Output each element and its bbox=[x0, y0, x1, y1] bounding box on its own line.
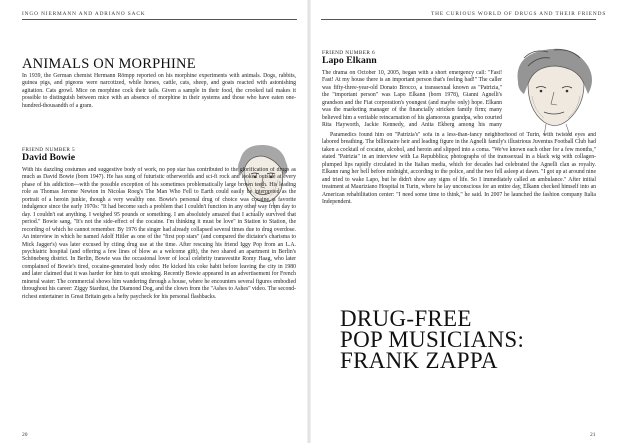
page-number-left: 20 bbox=[22, 432, 28, 438]
page-number-right: 21 bbox=[590, 432, 596, 438]
running-head-left: INGO NIERMANN AND ADRIANO SACK bbox=[22, 11, 146, 17]
section-title-animals: ANIMALS ON MORPHINE bbox=[22, 56, 196, 72]
friend-label-5: FRIEND NUMBER 5 bbox=[22, 147, 76, 153]
elkann-paragraph-1: The drama on October 10, 2005, began with a short emergency call: "Fast! Fast! At my house there is an important person that's feeling bad!" The caller was fifty-three-year-old Donato Brocco, a transsexual known as "Patrizia," the "important person" was Lapo Elkann (born 1978), Gianni Agnelli's grandson and the Fiat corporation's youngest (and maybe only) hope. Elkann was the marketing manager of the financially stricken family firm; many believed him a veritable reincarnation of his glamorous grandpa, who courted Rita Hayworth, Jackie Kennedy, and Anita Ekberg among his many bbox=[322, 70, 502, 129]
elkann-paragraph-2: Paramedics found him on "Patrizia's" sofa in a less-than-fancy neighborhood of Turin, with twisted eyes and labored breathing. The billionaire heir and leading figure in the Agnelli family's illustrious Juventus Football Club had taken a cocktail of cocaine, alcohol, and heroin and slipped into a coma. "We've known each other for a few months," stated "Patrizia" in an interview with La Repubblica; photographs of the transsexual in a black wig with collagen-plumped lips rapidly circulated in the Italian media, which for decades had celebrated the Agnelli clan as royalty. Elkann rang her bell before midnight, according to the police, and the two fell asleep at dawn. "I got up at around nine and tried to wake Lapo, but he didn't show any signs of life. So I immediately called an ambulance." After initial treatment at Mauriziano Hospital in Turin, where he lay unconscious for an entire day, Elkann checked himself into an American rehabilitation center: "I need some time to think," he said. In 2007 he launched the fashion company Italia Independent. bbox=[322, 132, 596, 206]
elkann-body-text bbox=[322, 132, 596, 297]
running-head-right: THE CURIOUS WORLD OF DRUGS AND THEIR FRIENDS bbox=[431, 11, 607, 17]
animals-body-text bbox=[22, 73, 296, 110]
book-gutter bbox=[307, 0, 311, 443]
drug-free-heading-line-3: FRANK ZAPPA bbox=[340, 348, 498, 373]
drug-free-heading bbox=[340, 308, 580, 371]
friend-label-6: FRIEND NUMBER 6 bbox=[322, 50, 376, 56]
animals-paragraph: In 1939, the German chemist Hermann Römpp reported on his morphine experiments with animals. Dogs, rabbits, guinea pigs, and pigeons were narcotized, while horses, cattle, cats, sheep, and goats reacted with astonishing agitation. Cats growl. Mice on morphine cock their tails. Given a sample in their food, the crooked tail makes it possible to distinguish between mice with an absence of morphine in their systems and those who have eaten one-hundred-thousandth of a gram. bbox=[22, 73, 296, 109]
drug-free-heading-line-1: DRUG-FREE bbox=[340, 306, 472, 331]
drug-free-heading-line-2: POP MUSICIANS: bbox=[340, 327, 525, 352]
elkann-body-text-top bbox=[322, 70, 502, 130]
bowie-body-text bbox=[22, 167, 296, 417]
header-rule-left bbox=[22, 19, 297, 20]
header-rule-right bbox=[321, 19, 596, 20]
lapo-elkann-portrait bbox=[504, 44, 602, 136]
friend-name-elkann: Lapo Elkann bbox=[322, 55, 377, 66]
bowie-paragraph: With his dazzling costumes and suggestive body of work, no pop star has contributed to the glorification of drugs as much as David Bowie (born 1947). He has sung of futuristic otherworlds and sci-fi rock and looked outside at every phase of his addiction—with the possible exception of his sometimes problematically large brown teeth. His leading role as Thomas Jerome Newton in Nicolas Roeg's The Man Who Fell to Earth could easily be interpreted as the portrait of a heroin junkie, though a very wealthy one. Bowie's personal drug of choice was cocaine, a favorite indulgence since the early 1970s: "It had become such a problem that I couldn't function in any other way from day to day. I couldn't eat anything. I weighed 95 pounds or something. I am absolutely amazed that I actually survived that period." Bowie sang, "It's not the side-effect of the cocaine. I'm thinking it must be love" in Station to Station, the recording of which he cannot remember. By 1976 the singer had already collapsed several times due to drug overdose. An interview in which he named Adolf Hitler as one of the "first pop stars" (and compared the dictator's charisma to Mick Jagger's) was later excused by citing drug use at the time. After rescuing his friend Iggy Pop from an L.A. psychiatric hospital (and offering a few lines of blow as a welcome gift), the two shared an apartment in Berlin's Schöneberg district. In Berlin, Bowie was the occasional lover of local celebrity transvestite Romy Haag, who later complained of Bowie's tired, cocaine-generated body odor. He kicked his coke habit before leaving the city in 1980 and later claimed that it was harder for him to quit smoking. Recently Bowie appeared in an advertisement for French mineral water: The commercial shows him wandering through a house, where he encounters several figures embodied throughout his career: Ziggy Stardust, the Diamond Dog, and the clown from the "Ashes to Ashes" video. The second-richest entertainer in Great Britain gets a hefty paycheck for his personal flashbacks. bbox=[22, 167, 296, 300]
friend-name-bowie: David Bowie bbox=[22, 152, 76, 163]
